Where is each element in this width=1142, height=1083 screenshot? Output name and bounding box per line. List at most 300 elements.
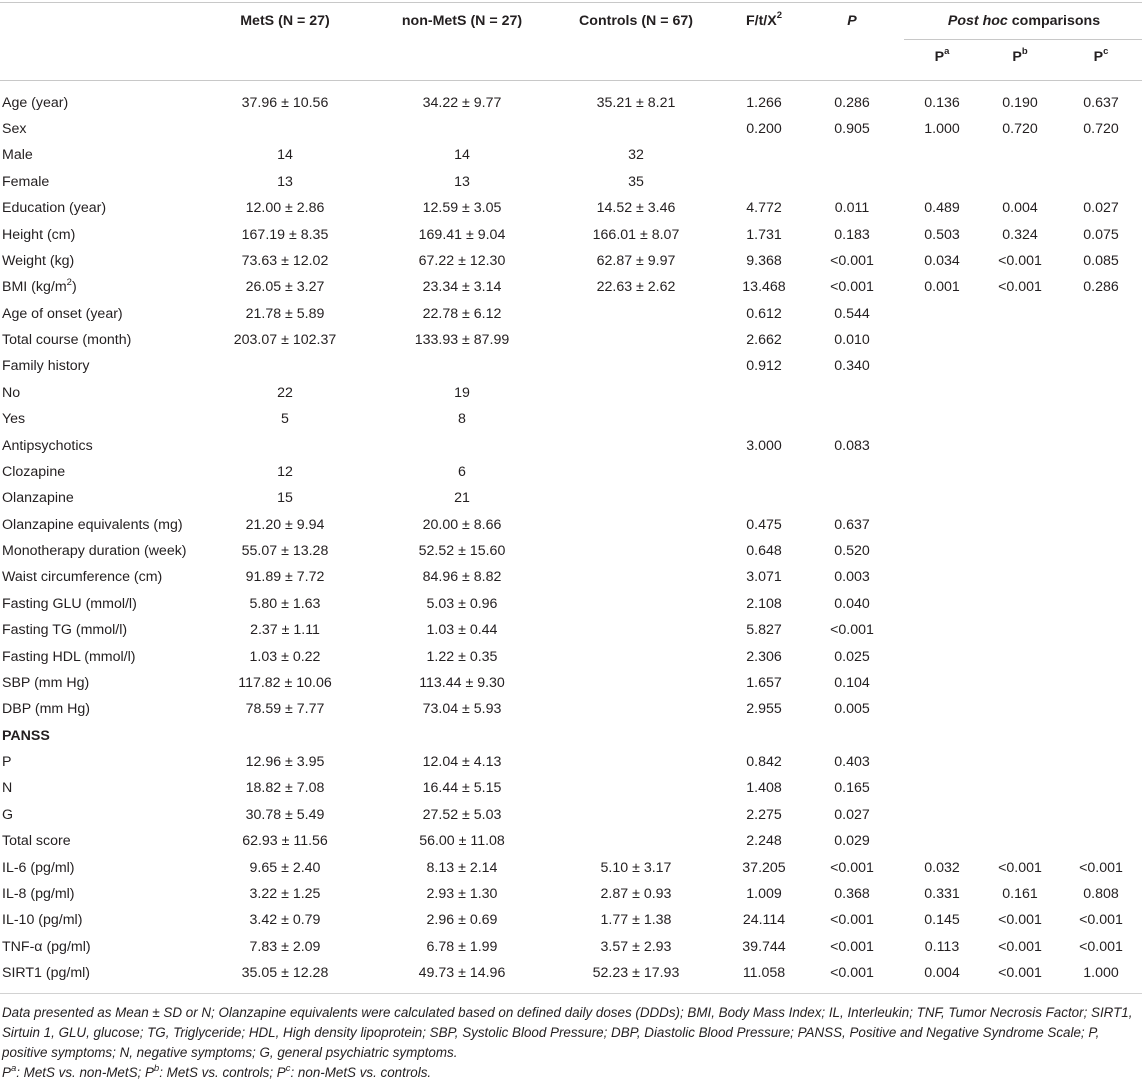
row-label: Age (year) <box>2 94 69 111</box>
cell-pb: <0.001 <box>998 912 1042 929</box>
cell-pb: 0.324 <box>1002 226 1038 243</box>
cell-p: <0.001 <box>830 938 874 955</box>
cell-mets: 35.05 ± 12.28 <box>241 965 329 982</box>
cell-controls <box>562 459 710 485</box>
cell-pa <box>904 459 980 485</box>
cell-pc <box>1060 353 1142 379</box>
cell-stat <box>712 723 816 749</box>
cell-controls: 166.01 ± 8.07 <box>592 226 680 243</box>
cell-p: 0.104 <box>834 674 870 691</box>
spacer-cell <box>539 564 562 590</box>
cell-stat: 0.200 <box>746 121 782 138</box>
cell-mets: 117.82 ± 10.06 <box>238 674 332 691</box>
cell-controls <box>562 406 710 432</box>
cell-mets: 5.80 ± 1.63 <box>249 595 321 612</box>
cell-p: <0.001 <box>830 859 874 876</box>
cell-nonmets: 13 <box>454 173 470 190</box>
col-header-controls <box>562 13 710 29</box>
col-header-pb <box>980 46 1060 65</box>
footnote-abbreviations: Data presented as Mean ± SD or N; Olanzapine equivalents were calculated based on defined daily doses (DDDs); BMI, Body Mass Index; IL, Interleukin; TNF, Tumor Necrosis Factor; SIRT1, Sirtuin 1, GLU, glucose; TG, Triglyceride; HDL, High density lipoprotein; SBP, Systolic Blood Pressure; DBP, Diastolic Blood Pressure; PANSS, Positive and Negative Syndrome Scale; P, positive symptoms; N, negative symptoms; G, general psychiatric symptoms. <box>2 1005 1133 1060</box>
cell-controls <box>562 327 710 353</box>
cell-nonmets: 5.03 ± 0.96 <box>426 595 498 612</box>
cell-pa <box>904 538 980 564</box>
cell-pb <box>980 696 1060 722</box>
cell-pb <box>980 353 1060 379</box>
cell-p: <0.001 <box>830 965 874 982</box>
spacer-cell <box>539 934 562 960</box>
row-label: IL-8 (pg/ml) <box>2 885 75 902</box>
spacer-cell <box>539 907 562 933</box>
top-rule <box>0 2 1142 3</box>
cell-controls <box>562 617 710 643</box>
table-row <box>0 406 1142 432</box>
cell-pb <box>980 327 1060 353</box>
cell-pc: 0.027 <box>1083 200 1119 217</box>
spacer-cell <box>886 406 904 432</box>
cell-stat: 0.912 <box>746 358 782 375</box>
spacer-cell <box>886 591 904 617</box>
spacer-cell <box>355 854 385 880</box>
table-row <box>0 90 1142 116</box>
cell-p: <0.001 <box>830 252 874 269</box>
footnote-pb-text: : MetS vs. controls; <box>159 1065 277 1080</box>
spacer-cell <box>539 485 562 511</box>
cell-p: 0.040 <box>834 595 870 612</box>
cell-stat: 5.827 <box>746 622 782 639</box>
cell-pc: <0.001 <box>1079 912 1123 929</box>
cell-pb: <0.001 <box>998 252 1042 269</box>
cell-mets: 13 <box>277 173 293 190</box>
row-label: G <box>2 806 14 823</box>
row-label: Sex <box>2 121 27 138</box>
spacer-cell <box>886 696 904 722</box>
spacer-cell <box>886 512 904 538</box>
cell-controls <box>562 538 710 564</box>
col-header-post-hoc <box>906 13 1142 29</box>
cell-nonmets <box>385 723 539 749</box>
spacer-cell <box>355 485 385 511</box>
spacer-cell <box>355 142 385 168</box>
table-row <box>0 301 1142 327</box>
spacer-cell <box>539 169 562 195</box>
row-label: Fasting GLU (mmol/l) <box>2 595 137 612</box>
table-row <box>0 380 1142 406</box>
row-label: PANSS <box>2 727 50 744</box>
cell-controls <box>562 643 710 669</box>
row-label: IL-6 (pg/ml) <box>2 859 75 876</box>
col-header-nonmets-label: non-MetS <box>401 13 467 29</box>
cell-mets: 73.63 ± 12.02 <box>241 252 329 269</box>
cell-pc: <0.001 <box>1079 938 1123 955</box>
spacer-cell <box>539 670 562 696</box>
cell-stat <box>712 142 816 168</box>
cell-pa <box>904 643 980 669</box>
cell-stat <box>712 459 816 485</box>
cell-stat: 2.662 <box>746 332 782 349</box>
spacer-cell <box>355 670 385 696</box>
spacer-cell <box>355 591 385 617</box>
cell-nonmets: 8.13 ± 2.14 <box>426 859 498 876</box>
cell-pb <box>980 512 1060 538</box>
cell-pc <box>1060 617 1142 643</box>
cell-p <box>818 142 886 168</box>
spacer-cell <box>539 749 562 775</box>
cell-p: 0.029 <box>834 833 870 850</box>
cell-stat: 37.205 <box>742 859 786 876</box>
col-header-p-label: P <box>847 13 857 29</box>
cell-pa <box>904 432 980 458</box>
spacer-cell <box>886 90 904 116</box>
col-header-post-hoc-italic: Post hoc <box>947 13 1008 29</box>
cell-pc <box>1060 696 1142 722</box>
cell-pb <box>980 802 1060 828</box>
cell-nonmets: 1.22 ± 0.35 <box>426 648 498 665</box>
cell-p: 0.637 <box>834 516 870 533</box>
spacer-cell <box>886 802 904 828</box>
cell-pa <box>904 142 980 168</box>
cell-pc <box>1060 512 1142 538</box>
cell-nonmets: 84.96 ± 8.82 <box>422 569 502 586</box>
cell-pa <box>904 828 980 854</box>
cell-controls: 1.77 ± 1.38 <box>600 912 672 929</box>
col-header-nonmets <box>385 13 539 29</box>
cell-p: 0.003 <box>834 569 870 586</box>
cell-controls <box>562 432 710 458</box>
cell-mets: 203.07 ± 102.37 <box>233 332 337 349</box>
cell-nonmets: 23.34 ± 3.14 <box>422 279 502 296</box>
col-header-pb-sup: b <box>1021 46 1028 58</box>
cell-nonmets: 12.04 ± 4.13 <box>422 754 502 771</box>
cell-pb <box>980 142 1060 168</box>
cell-nonmets: 14 <box>454 147 470 164</box>
cell-stat <box>712 485 816 511</box>
cell-pa <box>904 301 980 327</box>
table-row <box>0 960 1142 986</box>
cell-pa <box>904 591 980 617</box>
cell-nonmets: 169.41 ± 9.04 <box>418 226 506 243</box>
row-label: Antipsychotics <box>2 437 93 454</box>
cell-mets: 37.96 ± 10.56 <box>241 94 329 111</box>
cell-controls <box>562 380 710 406</box>
spacer-cell <box>355 248 385 274</box>
spacer-cell <box>539 248 562 274</box>
cell-stat <box>712 169 816 195</box>
table-row <box>0 643 1142 669</box>
table-row <box>0 564 1142 590</box>
spacer-cell <box>355 564 385 590</box>
cell-nonmets: 52.52 ± 15.60 <box>418 543 506 560</box>
cell-p: <0.001 <box>830 622 874 639</box>
cell-controls <box>562 301 710 327</box>
spacer-cell <box>886 195 904 221</box>
col-header-pc <box>1060 46 1142 65</box>
spacer-cell <box>886 327 904 353</box>
col-header-pa-label: P <box>934 49 945 65</box>
cell-pb <box>980 432 1060 458</box>
cell-nonmets: 21 <box>454 490 470 507</box>
spacer-cell <box>539 221 562 247</box>
row-label: No <box>2 384 21 401</box>
table-row <box>0 617 1142 643</box>
row-label: Olanzapine <box>2 490 74 507</box>
spacer-cell <box>355 116 385 142</box>
cell-pa: 0.489 <box>924 200 960 217</box>
cell-p: 0.544 <box>834 305 870 322</box>
spacer-cell <box>539 353 562 379</box>
cell-stat: 3.071 <box>746 569 782 586</box>
cell-pb: <0.001 <box>998 859 1042 876</box>
spacer-cell <box>886 881 904 907</box>
cell-pc: <0.001 <box>1079 859 1123 876</box>
cell-pa <box>904 169 980 195</box>
table-row <box>0 142 1142 168</box>
data-table <box>0 90 1142 987</box>
spacer-cell <box>886 169 904 195</box>
cell-p: 0.011 <box>834 200 870 217</box>
cell-pa: 0.331 <box>924 885 960 902</box>
cell-pa <box>904 723 980 749</box>
cell-controls <box>562 591 710 617</box>
cell-nonmets: 2.93 ± 1.30 <box>426 885 498 902</box>
spacer-cell <box>355 380 385 406</box>
cell-mets: 1.03 ± 0.22 <box>249 648 321 665</box>
cell-nonmets: 113.44 ± 9.30 <box>419 674 505 691</box>
table-row <box>0 485 1142 511</box>
spacer-cell <box>355 828 385 854</box>
cell-p: 0.368 <box>834 885 870 902</box>
cell-pb <box>980 459 1060 485</box>
cell-pc: 0.637 <box>1083 94 1119 111</box>
cell-pc: 0.720 <box>1083 121 1119 138</box>
cell-pb <box>980 169 1060 195</box>
spacer-cell <box>886 274 904 300</box>
cell-stat: 0.842 <box>746 754 782 771</box>
spacer-cell <box>355 960 385 986</box>
cell-nonmets: 73.04 ± 5.93 <box>422 701 502 718</box>
cell-controls <box>562 802 710 828</box>
post-hoc-rule <box>904 39 1142 40</box>
cell-mets <box>215 353 355 379</box>
cell-mets: 18.82 ± 7.08 <box>245 780 325 797</box>
col-header-pa <box>904 46 980 65</box>
cell-nonmets: 67.22 ± 12.30 <box>418 252 506 269</box>
cell-controls <box>562 828 710 854</box>
cell-pb: <0.001 <box>998 965 1042 982</box>
cell-pa <box>904 749 980 775</box>
col-header-stat-label: F/t/X <box>745 13 777 29</box>
cell-pc <box>1060 749 1142 775</box>
table-row <box>0 591 1142 617</box>
cell-controls: 3.57 ± 2.93 <box>600 938 672 955</box>
spacer-cell <box>886 670 904 696</box>
spacer-cell <box>539 142 562 168</box>
row-label: IL-10 (pg/ml) <box>2 912 83 929</box>
cell-nonmets: 12.59 ± 3.05 <box>422 200 502 217</box>
cell-controls <box>562 485 710 511</box>
cell-pb <box>980 617 1060 643</box>
cell-pb <box>980 670 1060 696</box>
footnote-pa-sup: a <box>10 1062 17 1074</box>
spacer-cell <box>539 643 562 669</box>
cell-controls <box>562 116 710 142</box>
spacer-cell <box>539 274 562 300</box>
row-label: BMI $(kg/m^2)$ <box>2 276 77 296</box>
cell-mets: 12.00 ± 2.86 <box>245 200 325 217</box>
spacer-cell <box>539 881 562 907</box>
cell-pc <box>1060 802 1142 828</box>
cell-controls: 5.10 ± 3.17 <box>600 859 672 876</box>
cell-controls: 35.21 ± 8.21 <box>596 94 676 111</box>
spacer-cell <box>886 142 904 168</box>
cell-pb <box>980 301 1060 327</box>
cell-p: 0.083 <box>834 437 870 454</box>
spacer-cell <box>886 723 904 749</box>
cell-mets: 5 <box>281 411 289 428</box>
col-header-mets-label: MetS <box>240 13 275 29</box>
cell-pc: 0.085 <box>1083 252 1119 269</box>
cell-controls: 32 <box>628 147 644 164</box>
cell-stat: 13.468 <box>742 279 786 296</box>
footnote-pa-text: : MetS vs. non-MetS; <box>16 1065 145 1080</box>
spacer-cell <box>886 934 904 960</box>
col-header-p <box>818 13 886 29</box>
cell-stat: 11.058 <box>742 965 786 982</box>
cell-pb <box>980 538 1060 564</box>
cell-controls <box>562 723 710 749</box>
table-row <box>0 538 1142 564</box>
cell-stat <box>712 406 816 432</box>
cell-pb: 0.190 <box>1002 94 1038 111</box>
cell-stat: 2.248 <box>746 833 782 850</box>
cell-mets <box>215 432 355 458</box>
table-row <box>0 907 1142 933</box>
spacer-cell <box>886 960 904 986</box>
cell-stat: 1.009 <box>746 885 782 902</box>
cell-nonmets: 133.93 ± 87.99 <box>414 332 510 349</box>
cell-mets: 3.42 ± 0.79 <box>249 912 321 929</box>
cell-controls <box>562 749 710 775</box>
cell-controls <box>562 512 710 538</box>
spacer-cell <box>539 854 562 880</box>
cell-pb: <0.001 <box>998 938 1042 955</box>
table-row <box>0 775 1142 801</box>
cell-pc <box>1060 670 1142 696</box>
cell-pc <box>1060 591 1142 617</box>
table-row <box>0 749 1142 775</box>
cell-mets: 12.96 ± 3.95 <box>245 754 325 771</box>
cell-pb <box>980 564 1060 590</box>
cell-p: 0.165 <box>834 780 870 797</box>
footnote-pa-label: P <box>2 1065 11 1080</box>
spacer-cell <box>539 90 562 116</box>
spacer-cell <box>355 617 385 643</box>
row-label: Family history <box>2 358 90 375</box>
row-label: SBP (mm Hg) <box>2 674 90 691</box>
cell-pc <box>1060 775 1142 801</box>
cell-pc: 0.075 <box>1083 226 1119 243</box>
cell-pc: 1.000 <box>1083 965 1119 982</box>
cell-pb: 0.161 <box>1002 885 1038 902</box>
cell-pa <box>904 696 980 722</box>
cell-pa: 0.136 <box>924 94 960 111</box>
spacer-cell <box>539 195 562 221</box>
cell-p <box>818 459 886 485</box>
spacer-cell <box>886 459 904 485</box>
data-table-body <box>0 90 1142 987</box>
footnote-pb-sup: b <box>153 1062 160 1074</box>
row-label: SIRT1 (pg/ml) <box>2 965 91 982</box>
cell-pc <box>1060 538 1142 564</box>
row-label: Fasting TG (mmol/l) <box>2 622 128 639</box>
cell-nonmets <box>385 116 539 142</box>
cell-mets <box>215 116 355 142</box>
cell-stat: 1.731 <box>746 226 782 243</box>
cell-mets: 91.89 ± 7.72 <box>245 569 325 586</box>
spacer-cell <box>355 907 385 933</box>
cell-nonmets: 16.44 ± 5.15 <box>422 780 502 797</box>
cell-nonmets: 34.22 ± 9.77 <box>422 94 502 111</box>
cell-p: 0.027 <box>834 806 870 823</box>
cell-controls: 62.87 ± 9.97 <box>596 252 676 269</box>
cell-mets: 3.22 ± 1.25 <box>249 885 321 902</box>
spacer-cell <box>539 617 562 643</box>
cell-pb <box>980 723 1060 749</box>
row-label: Total score <box>2 833 71 850</box>
row-label: Weight (kg) <box>2 252 75 269</box>
footnote-comparisons <box>2 1063 1138 1083</box>
footnote-pc-sup: c <box>285 1062 291 1074</box>
spacer-cell <box>355 274 385 300</box>
table-row <box>0 670 1142 696</box>
col-header-mets <box>215 13 355 29</box>
cell-p: <0.001 <box>830 912 874 929</box>
spacer-cell <box>886 775 904 801</box>
cell-pa <box>904 380 980 406</box>
cell-nonmets: 20.00 ± 8.66 <box>422 516 502 533</box>
cell-mets: 26.05 ± 3.27 <box>245 279 325 296</box>
cell-p: 0.905 <box>834 121 870 138</box>
col-header-pa-sup: a <box>944 46 950 58</box>
cell-stat <box>712 380 816 406</box>
cell-p <box>818 485 886 511</box>
spacer-cell <box>355 802 385 828</box>
spacer-cell <box>355 696 385 722</box>
cell-pc <box>1060 432 1142 458</box>
spacer-cell <box>539 960 562 986</box>
cell-pc: 0.286 <box>1083 279 1119 296</box>
spacer-cell <box>886 301 904 327</box>
cell-p <box>818 723 886 749</box>
cell-p <box>818 169 886 195</box>
cell-nonmets <box>385 432 539 458</box>
cell-pa <box>904 327 980 353</box>
spacer-cell <box>355 643 385 669</box>
spacer-cell <box>886 538 904 564</box>
table-row <box>0 881 1142 907</box>
spacer-cell <box>355 221 385 247</box>
cell-pa <box>904 617 980 643</box>
cell-controls: 52.23 ± 17.93 <box>592 965 680 982</box>
spacer-cell <box>355 723 385 749</box>
cell-mets: 78.59 ± 7.77 <box>245 701 325 718</box>
table-row <box>0 274 1142 300</box>
table-row <box>0 696 1142 722</box>
spacer-cell <box>539 301 562 327</box>
cell-pb <box>980 775 1060 801</box>
col-header-mets-n: (N = 27) <box>278 13 330 29</box>
spacer-cell <box>539 696 562 722</box>
table-row <box>0 828 1142 854</box>
